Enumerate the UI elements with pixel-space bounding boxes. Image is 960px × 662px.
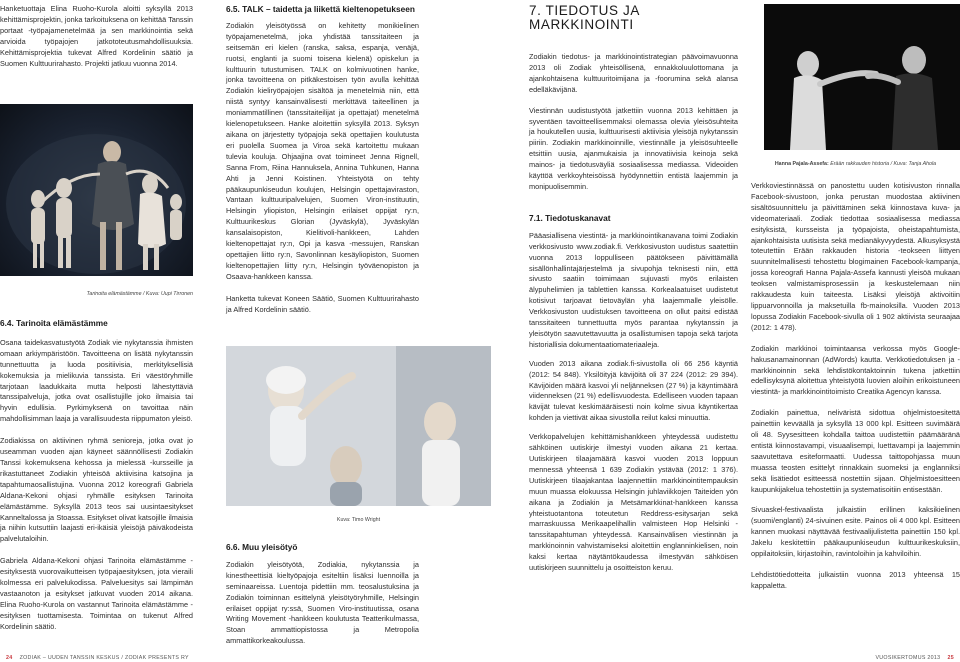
column-1 [0,4,193,111]
section-title-6-4: 6.4. Tarinoita elämästämme [0,318,108,328]
paragraph-7-1-5: Zodiakin markkinoi toimintaansa verkossa myös Google-hakusanamainonnan (AdWords) kautta. Verkkotiedotuksen ja -markkinoinnin sekä lehdistökontaktoinnin tukena jatkettiin edellisyksynä aloitettua yhteistyötä luovien aloihin erikoistuneen viestintä- ja markkinointitoimisto Creatika Agencyn kanssa. [751,343,960,397]
paragraph-7-1-7: Sivuaskel-festivaalista julkaistiin erillinen kaksikielinen (suomi/englanti) 24-sivuinen esite. Painos oli 4 000 kpl. Esitteen kannen muokasi näyttävää festivaalijulistetta painettiin 150 kpl. Jakelu keskitettiin pääkaupunkiseudun kulttuurikeskuksiin, oppilaitoksiin, kirjastoihin, ravintoloihin ja kahviloihin. [751,505,960,559]
photo-caption-2: Kuva: Timo Wright [336,517,381,523]
photo-caption-2-wrap [226,508,491,526]
paragraph-6-6-1: Zodiakin yleisötyötä, Zodiakia, nykytanssia ja kinestheettisiä kieltyöpajoja esiteltiin lisäksi luennoilla ja seminaareissa. Luentoja pidettiin mm. teosalustuksina ja Zodiakin toiminnan esittelynä yleisötyöryhmille, Helsingin erilaiset oppijat ry:ssä, Suomen Viro-instituutissa, osana Writing Movement -hankkeen koulutusta Teatterikulmassa, Stoan ammattiopistossa ja Metropolia ammattikorkeakoulussa. [226,559,419,646]
paragraph-7-1-1: Pääasiallisena viestintä- ja markkinointikanavana toimi Zodiakin verkkosivusto www.zodiak.fi. Verkkosivuston uudistus saatettiin vuonna 2013 loppulliseen päätökseen päivittämällä sisällönhallintajärjestelmä ja sivupohja teknisesti niin, että sivusto saatiin toimimaan sujuvasti myös erilaisten älypuhelimien ja tablettien kanssa. Korkealaatuiset uudistetut kotisivut tarjoavat tietoväylän yhä laajemmalle yleisölle. Verkkosivuston uudistuksen tavoitteena on ollut paitsi edistää tanssitaiteen tunnettuutta myös parantaa nykytanssin ja yleisötyön saavutettavuutta ja osallistumisen tapoja sekä tarjota historiallisia dokumentaatiomateriaaleja. [529,230,738,349]
paragraph-6-4-3: Gabriela Aldana-Kekoni ohjasi Tarinoita elämästämme -esityksestä vuorovaikutteisen työpajaesityksen, jota vieraili kolmessa eri palvelukodissa. Palveluesitys sai lämpimän vastaanoton ja esitykset jatkuvat vuoden 2014 aikana. Elina Ruoho-Kurola on vastannut Tarinoita elämästämme -esityksen tuottamisesta. Toimintaa on tukenut Alfred Kordelinin säätiö. [0,556,193,631]
column-4 [751,181,960,603]
page-number-right: 25 [947,655,954,661]
paragraph-6-5-1: Zodiakin yleisötyössä on kehitetty monikielinen työpajamenetelmä, joka yhdistää tanssitaiteen ja seitsemän eri kielen (ranska, saksa, espanja, venäjä, ruotsi, englanti ja suomi toisena kielenä) opiskelun ja kulttuurin tutustumisen. TALK on kolmivuotinen hanke, jonka tavoitteena on pitkäkestoisen työn avulla kehittää Zodiakin kieliryöpajojen sisältöä ja menetelmiä niin, että niistä syntyy kansainvälisesti merkittävä taiteellinen ja moniammatillinen (tanssitaiteilijat ja opettajat) menetelmä kielenopetukseen. Hanke aloitettiin syksyllä 2013. Syksyn aikana on järjestetty työpajoja sekä opettajien koulutusta eri puolella Suomea ja Viroa sekä kartoitettu mukaan tulevia kouluja. Ohjaajina ovat toimineet Jenna Rignell, Sanna From, Riina Hannuksela, Annina Tuhkunen, Hanna Ahti ja Jenni Koistinen. Yhteistyötä on tehty pääkaupunkiseudun koulujen, Helsingin opettajaviraston, Vantaan kulttuuripalvelujen, Suomen Viron-instituutin, Helsingin yliopiston, Helsingin erilaiset oppijat ry:n, Kulttuurikeskus Glorian (Jyväskylä), Jyväskylän kansalaisopiston, Kielitivoli-hankkeen, Lahden kieltenopettajat ry:n, Opi ja kasva -messujen, Ranskan opettajien liitto ry:n, Savonlinnan kesäyliopiston, Suomen kieltenopettajien liitty ry:n, Helsingin työväenopiston ja Osaava-hankkeen kanssa. [226,20,419,281]
section-title-6-6: 6.6. Muu yleisötyö [226,542,298,552]
section-title-6-5: 6.5. TALK – taidetta ja liikettä kieltenopetukseen [226,4,415,14]
paragraph-7-1-4: Verkkoviestinnässä on panostettu uuden kotisivuston rinnalla Facebook-sivustoon, jonka perustan muodostaa aktiivinen sisältösuunnittelu ja päivittäminen sekä kiinnostava kuva- ja videomateriaali. Zodiak tiedottaa sosiaalisessa mediassa esityksistä, kursseista ja työpajoista, oheistapahtumista, ajankohtaisista uutisista sekä medianäkyvyydestä. Alkusyksystä toteutettiin Erään rakkauden historia -teokseen liittyen suunnitelmallisesti tehostettu blogimainen Facebook-kampanja, jossa koreografi Hanna Pajala-Assefa kannusti yleisöä mukaan teoksen valmistamisprosessiin ja keskustelemaan niin rakkaudesta kuin taiteesta. Lisäksi yleisöjä aktivoitiin lippuarvonnoilla ja maksetuilla fb-mainoksilla. Vuoden 2013 lopussa Zodiakin Facebook-sivulla oli 1 902 aktiivista seuraajaa (2012: 1 478). [751,181,960,332]
intro-paragraph: Hanketuottaja Elina Ruoho-Kurola aloitti syksyllä 2013 kehittämisprojektin, jonka tarkoituksena on kehittää Tanssin portaat -työpajamenetelmää ja sen markkinointia sekä arvioida työpajojen jatkototeutusmahdollisuuksia. Kehittämisprojektia tukevat Alfred Kordelinin säätiö ja Suomen Kulttuurirahasto. Projekti jatkuu vuonna 2014. [0,4,193,68]
heading-tiedotus: 7. TIEDOTUS JA MARKKINOINTI [529,3,640,32]
photo-caption-1-wrap [0,282,193,300]
paragraph-7-1-2: Vuoden 2013 aikana zodiak.fi-sivustolla oli 66 256 käyntiä (2012: 54 848). Yksilöityjä kävijöitä oli 37 224 (2012: 29 394). Kävijöiden määrä kasvoi yli neljänneksen (27 %) ja käyntimäärä viidenneksen (21 %) edellisvuodesta. Edelliseen vuoden tapaan kävijät tulevat keskimääräisesti noin kolme sivua käyntikertaa kohden ja viettivät aikaa sivustolla reilut kaksi minuuttia. [529,358,738,423]
paragraph-7-1-8: Lehdistötiedotteita julkaistiin vuonna 2013 yhteensä 15 kappaletta. [751,570,960,590]
paragraph-7-1-6: Zodiakin painettua, neliväristä sidottua ohjelmistoesitettä painettiin kevväällä ja syksyllä 13 000 kpl. Esitteen suvimäärä oli 48. Syysesitteen kohdalla taittoa uudistettiin päämääränä entistä kiinnostavampi, visuaalisempi, luettavampi ja laajemmin saavutettava esiteformaatti. Uudessa taittopohjassa muun muassa teosten esittelyt rinnakkain suomeksi ja englanniksi sekä lisätiedot esitteessä nostettiin sijaan. Ohjelmistoesitteen kaupunkijakelua tehostettiin ja systematisoitiin entisestään. [751,408,960,494]
page-number-left: 24 [6,655,13,661]
paragraph-6-5-2: Hanketta tukevat Koneen Säätiö, Suomen Kulttuurirahasto ja Alfred Kordelinin säätiö. [226,293,419,314]
photo-muu-yleisotyo [226,346,491,506]
photo-caption-1: Tarinoita elämästämme / Kuva: Uupi Tirronen [86,291,193,297]
photo-tarinoita [0,104,193,276]
photo-pajala-assefa [764,4,960,150]
paragraph-7-1: Zodiakin tiedotus- ja markkinointistrategian päävoimavuonna 2013 oli Zodiak yhteisöllisenä, ennakkoluulottomana ja ajankohtaisena kulttuuritoimijana ja -foorumina sekä alansa edelläkävijänä. [529,52,738,94]
paragraph-7-1-3: Verkkopalvelujen kehittämishankkeen yhteydessä uudistettu sähköinen uutiskirje ilmestyi vuoden aikana 21 kertaa. Uutiskirjeen tilaajamäärä kasvoi vuoden 2013 loppuun mennessä yhteensä 1 639 Zodiakin ystävää (2012: 1 376). Uutiskirjeen tilaajakantaa laajennettiin markkinointitempauksin muun muassa elokuussa Helsingin juhlaviikkojen Taiteiden yön aikana ja Zodiakin ja Metsämarkkinat-hankkeen kanssa yhteistuotantona toteutetun Reddress-esitysarjan sekä marraskuussa Merikaapelihallin valmisteen Hop Helsinki -tanssitapahtuman yhteydessä. Kansainvälisen viestinnän ja markkinoinnin vahvistamiseksi aloitettiin englanninkielisen, noin kaksi kertaa näytäntökaudessa ilmestyvän sähköisen uutiskirjeen suunnittelu ja osoitteiston keruu. [529,432,738,573]
photo-caption-3-wrap [751,152,960,170]
column-2-lower [226,542,419,658]
paragraph-6-4-2: Zodiakissa on aktiivinen ryhmä senioreja, jotka ovat jo useamman vuoden ajan käyneet säännöllisesti Zodiakin Tanssi kokemuksena kehossa ja mielessä -kursseille ja rikastuttaneet Zodiakin yhteisöä aktiivisina katsojina ja tapahtumaosallistujina. Vuonna 2012 koreografi Gabriela Aldana-Kekoni ohjasi ryhmälle esityksen Tarinoita elämästämme. Syksyllä 2013 teos sai uusintaesitykset Kanneltalossa ja Stoassa. Esitykset olivat katsojille ilmaisia ja niihin kutsuttiin laajasti eri-ikäisiä yleisöjä päiväkodeista palvelutaloihin. [0,436,193,544]
footer-left-text: ZODIAK – UUDEN TANSSIN KESKUS / ZODIAK PRESENTS RY [19,655,189,661]
footer-left [6,655,189,661]
paragraph-7-2: Viestinnän uudistustyötä jatkettiin vuonna 2013 kehittäen ja syventäen tavoitteellisemmaksi olemassa olevia yleisösuhteita ja houkutellen uusia, kulttuurisesti aktiivisia yleisöjä nykytanssin piiriin. Zodiakin markkinoinnille, viestinnälle ja yleisösuhteelle etsittiin uusia, ajanmukaisia ja innovatiivisia keinoja sekä mainos- ja tiedotusväyliä sosiaalisessa mediassa. Videoiden käyttöä verkkoyhteisöissä hyödynnettiin entistä laajemmin ja monipuolisemmin. [529,105,738,191]
section-title-7-1: 7.1. Tiedotuskanavat [529,212,611,223]
paragraph-6-4-1: Osana taidekasvatustyötä Zodiak vie nykytanssia ihmisten omaan arkiympäristöön. Tavoitteena on lisätä nykytanssin tunnettuutta ja luoda positiivisia, merkityksellisiä kokemuksia ja mielikuvia tanssista. Eri väestöryhmille tarjotaan laadukkaita mutta helposti lähestyttäviä tanssipalveluja, jotka ovat osallistujille joko ilmaisia tai hyvin edullisia. Pyrkimyksenä on tavoittaa näin mahdollisimman laaja ja varallisuudesta riippumaton yleisö. [0,337,193,424]
photo-caption-3-rest: Erään rakkauden historia / Kuva: Tanja Ahola [830,161,937,167]
column-1-lower [0,318,193,644]
photo-caption-3-title: Hanna Pajala-Assefa: [774,161,831,167]
footer-right-text: VUOSIKERTOMUS 2013 [875,655,941,661]
column-3 [529,4,738,585]
footer-right [875,655,954,661]
column-2 [226,4,419,326]
